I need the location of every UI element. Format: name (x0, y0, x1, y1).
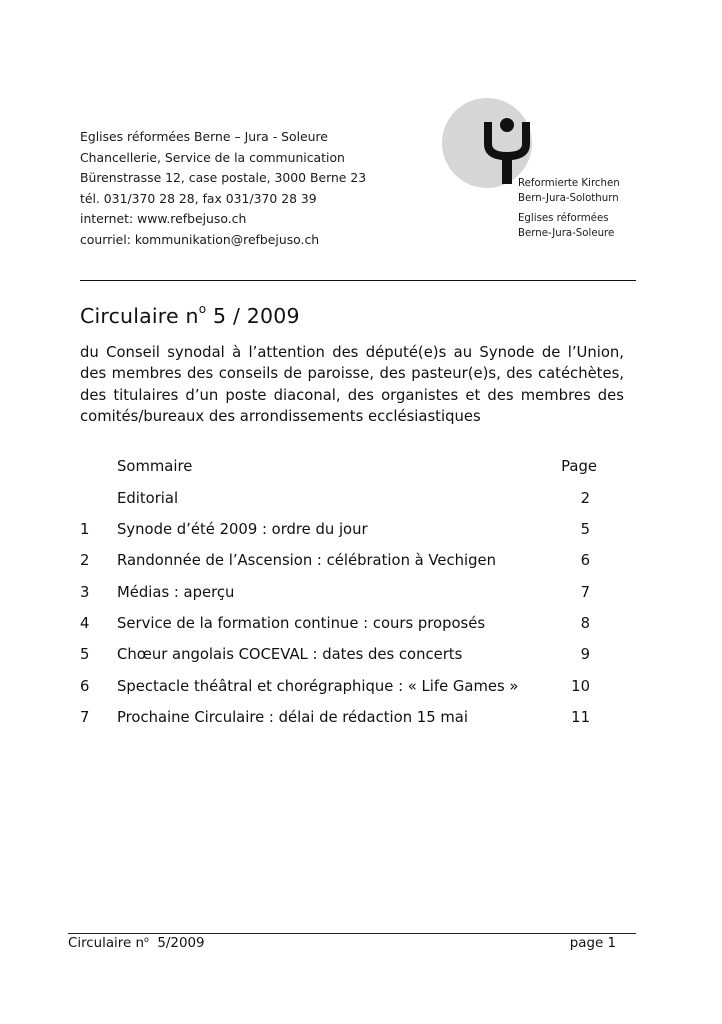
toc-item-page: 7 (580, 584, 590, 601)
toc-item-number: 6 (80, 678, 90, 695)
toc-item-number: 3 (80, 584, 90, 601)
address-line-website: internet: www.refbejuso.ch (80, 211, 247, 227)
footer-page-number: page 1 (569, 936, 616, 951)
title-suffix: 5 / 2009 (206, 304, 300, 328)
toc-row-6 (80, 678, 590, 700)
sender-address (80, 127, 410, 251)
address-line-email: courriel: kommunikation@refbejuso.ch (80, 231, 320, 247)
address-line-phone: tél. 031/370 28 28, fax 031/370 28 39 (80, 190, 317, 206)
toc-item-label: Médias : aperçu (117, 584, 235, 601)
toc-item-label: Randonnée de l’Ascension : célébration à Vechigen (117, 552, 497, 569)
toc-page-heading: Page (561, 458, 597, 475)
toc-row-1 (80, 521, 590, 543)
logo-line-3: Eglises réformées (518, 213, 609, 224)
toc-item-page: 2 (580, 490, 590, 507)
toc-header (117, 458, 597, 475)
toc-item-label: Prochaine Circulaire : délai de rédaction 15 mai (117, 709, 468, 726)
title-superscript: o (198, 302, 207, 316)
toc-item-page: 11 (571, 709, 590, 726)
logo-line-2: Bern-Jura-Solothurn (518, 192, 619, 204)
logo-text-german (518, 177, 620, 206)
logo-line-4: Berne-Jura-Soleure (518, 227, 615, 239)
footer-issue-superscript: o (143, 935, 149, 944)
toc-row-7 (80, 709, 590, 731)
toc-item-page: 10 (571, 678, 590, 695)
church-logo (440, 98, 640, 258)
toc-item-page: 9 (580, 646, 590, 663)
toc-item-label: Editorial (117, 490, 179, 507)
header-divider (80, 280, 636, 281)
title-prefix: Circulaire n (80, 304, 199, 328)
toc-item-number: 1 (80, 521, 90, 538)
footer-issue-prefix: Circulaire n (68, 936, 144, 951)
toc-row-5 (80, 646, 590, 668)
toc-row-4 (80, 615, 590, 637)
toc-item-page: 6 (580, 552, 590, 569)
toc-row-3 (80, 584, 590, 606)
toc-row-2 (80, 552, 590, 574)
toc-item-number: 4 (80, 615, 90, 632)
footer-issue-suffix: 5/2009 (148, 936, 205, 951)
toc-item-label: Spectacle théâtral et chorégraphique : « Life Games » (117, 678, 519, 695)
toc-item-label: Chœur angolais COCEVAL : dates des concerts (117, 646, 463, 663)
logo-line-1: Reformierte Kirchen (518, 178, 620, 189)
intro-paragraph: du Conseil synodal à l’attention des député(e)s au Synode de l’Union, des membres des conseils de paroisse, des pasteur(e)s, des catéchètes, des titulaires d’un poste diaconal, des organistes et des membres des comités/bureaux des arrondissements ecclésiastiques (80, 344, 624, 426)
address-line-street: Bürenstrasse 12, case postale, 3000 Berne 23 (80, 170, 367, 186)
toc-item-page: 5 (580, 521, 590, 538)
toc-item-number: 2 (80, 552, 90, 569)
footer-divider (68, 933, 636, 934)
toc-item-page: 8 (580, 615, 590, 632)
footer-issue (68, 936, 205, 951)
toc-row-editorial (80, 490, 590, 512)
reformed-church-figure-logo-icon (478, 116, 536, 186)
toc-item-number: 7 (80, 709, 90, 726)
logo-text-french (518, 212, 614, 241)
page-title (80, 304, 300, 328)
toc-heading: Sommaire (117, 458, 193, 475)
toc-item-label: Synode d’été 2009 : ordre du jour (117, 521, 368, 538)
address-line-org: Eglises réformées Berne – Jura - Soleure (80, 129, 328, 144)
toc-item-number: 5 (80, 646, 90, 663)
address-line-dept: Chancellerie, Service de la communication (80, 149, 345, 165)
toc-item-label: Service de la formation continue : cours proposés (117, 615, 486, 632)
